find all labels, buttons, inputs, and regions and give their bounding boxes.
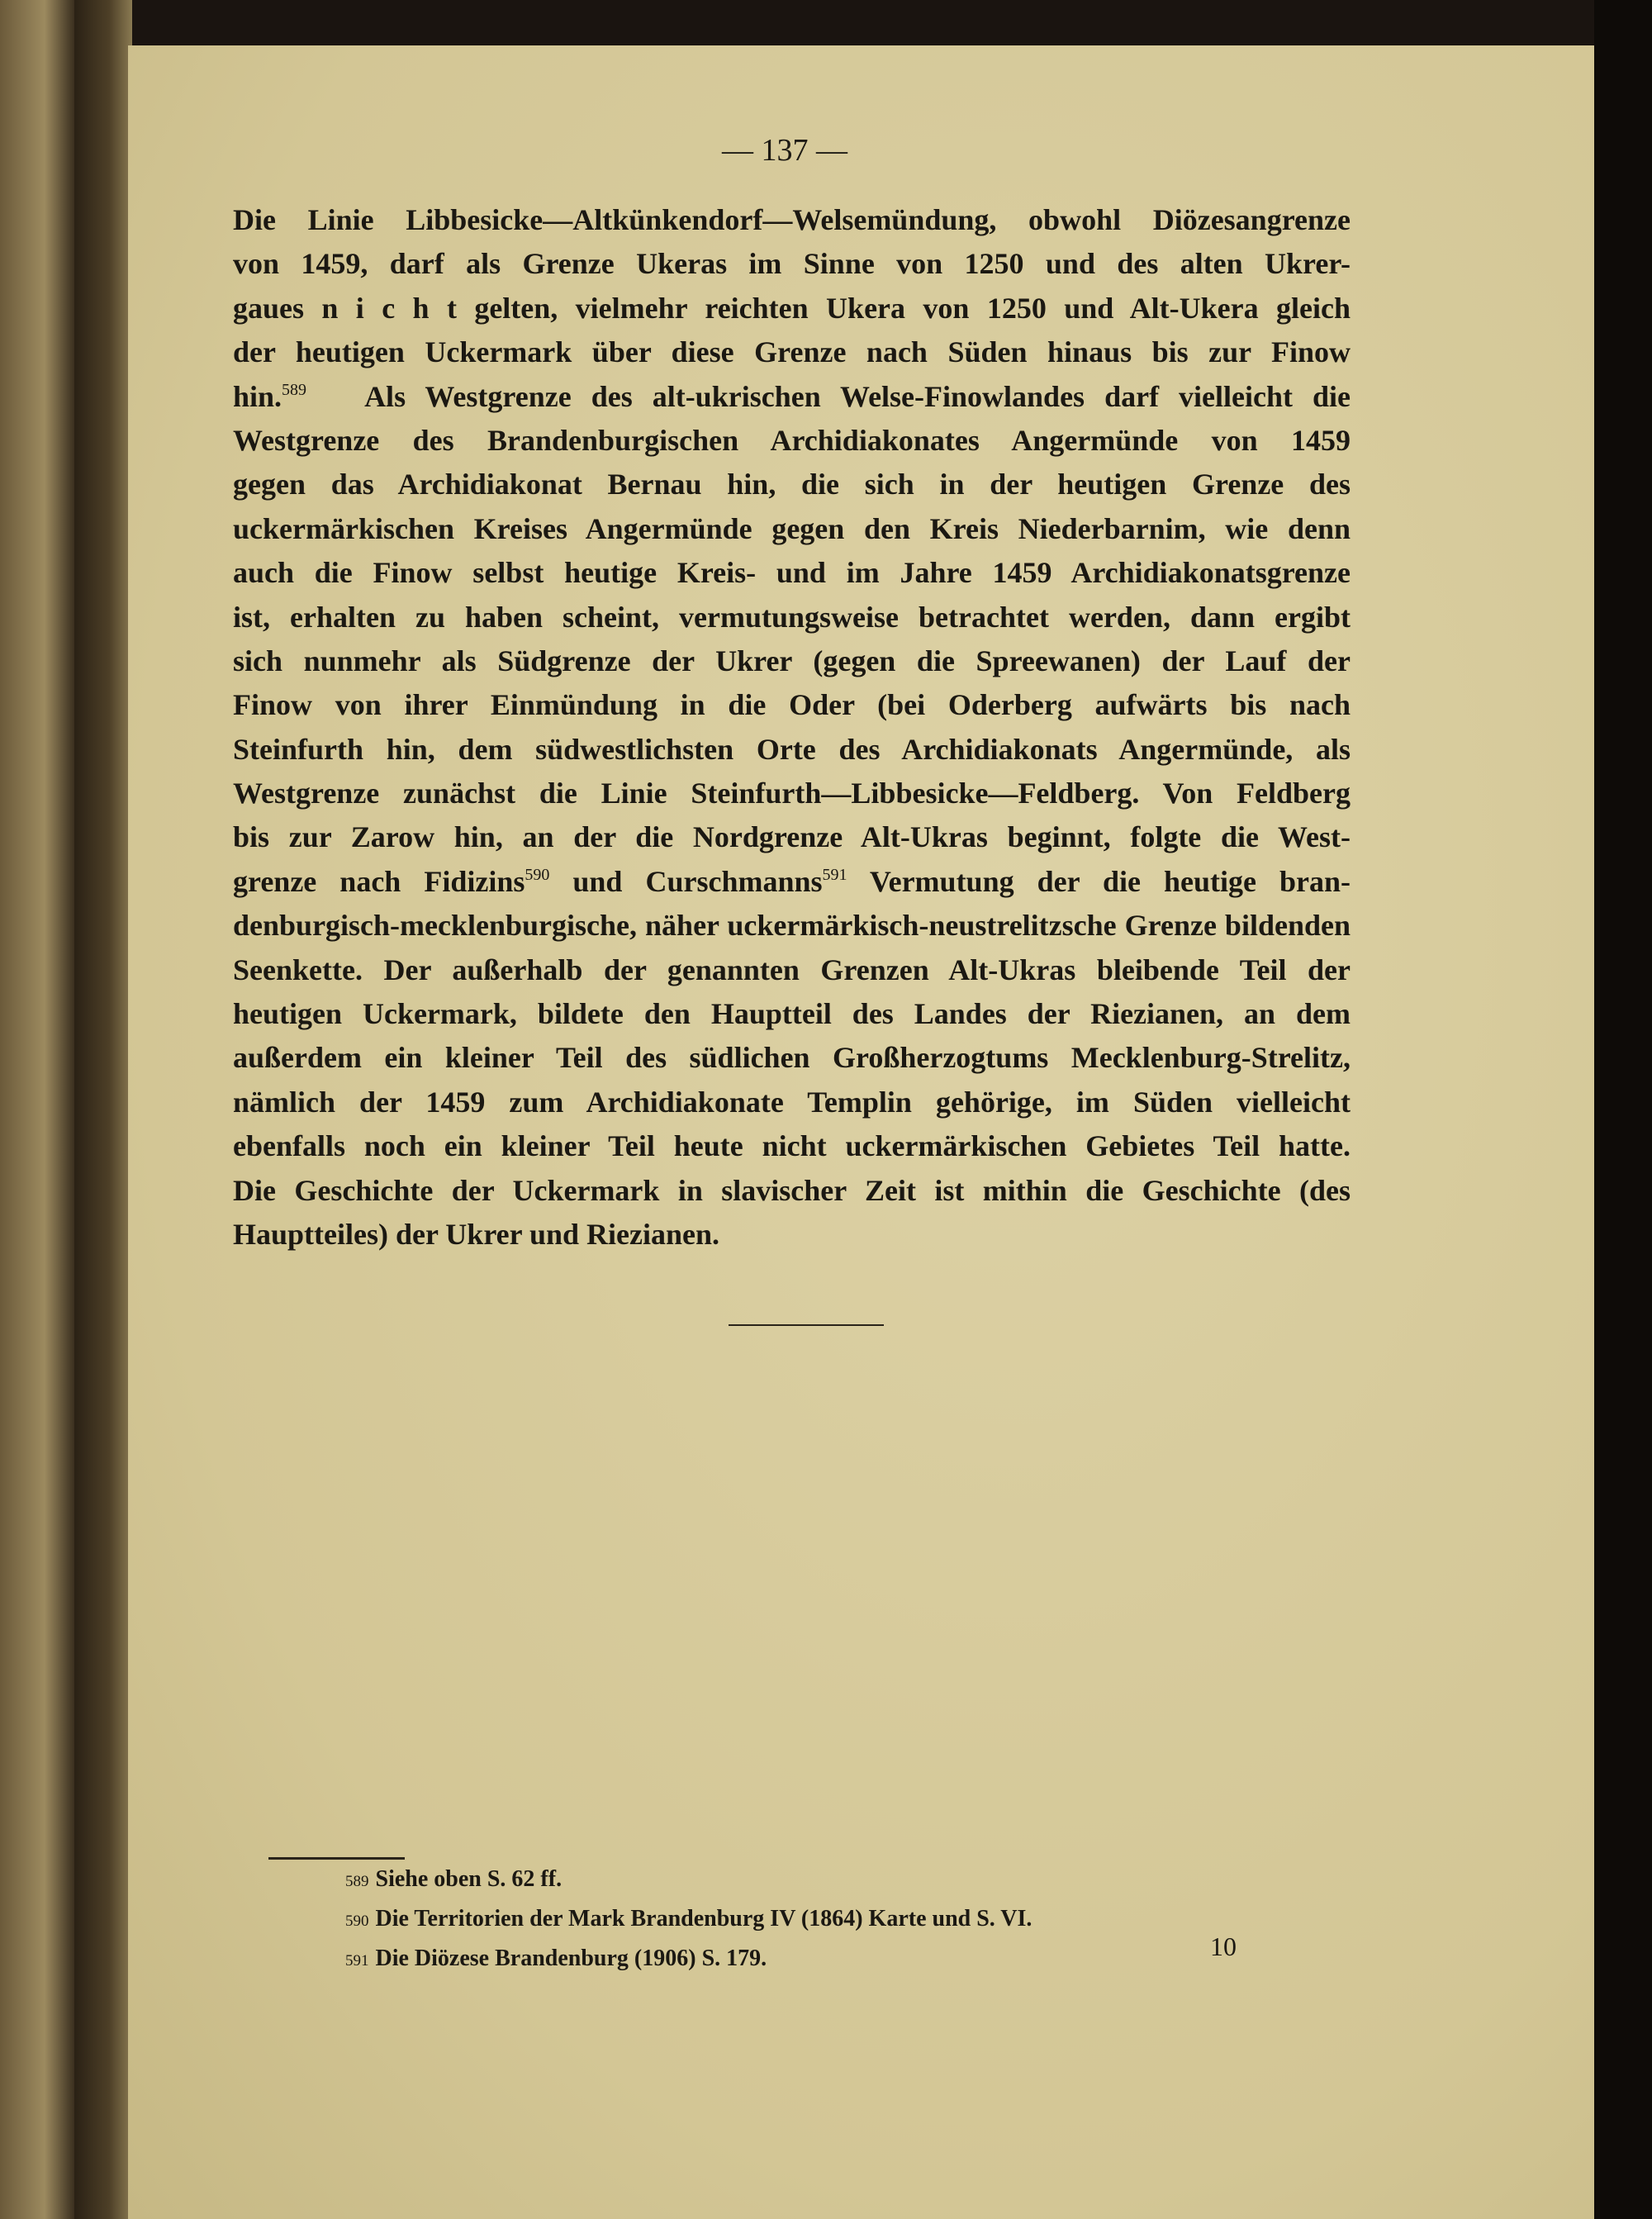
text-line: gegen das Archidiakonat Bernau hin, die sich in der heutigen Grenze des [233, 468, 1351, 501]
footnote-number: 590 [345, 1913, 369, 1930]
text-line: nämlich der 1459 zum Archidiakonate Templin gehörige, im Süden vielleicht [233, 1085, 1351, 1119]
left-page-edge [0, 0, 74, 2219]
text-line: Die Linie Libbesicke—Altkünkendorf—Welsemündung, obwohl Diözesangrenze [233, 203, 1351, 236]
text-line: Westgrenze des Brandenburgischen Archidiakonates Angermünde von 1459 [233, 423, 1351, 457]
footnote-text: Die Territorien der Mark Brandenburg IV (1864) Karte und S. VI. [375, 1906, 1032, 1932]
footnote [345, 1940, 1032, 1979]
footnote-ref[interactable]: 589 [282, 380, 307, 399]
text-line: bis zur Zarow hin, an der die Nordgrenze Alt-Ukras beginnt, folgte die West- [233, 820, 1351, 854]
text-line [233, 375, 1351, 419]
scan-background [1594, 0, 1652, 2219]
footnote [345, 1860, 1032, 1900]
text-line [233, 860, 1351, 904]
footnote-text: Siehe oben S. 62 ff. [375, 1866, 563, 1892]
text-line: Hauptteiles) der Ukrer und Riezianen. [233, 1217, 720, 1251]
text-line: sich nunmehr als Südgrenze der Ukrer (gegen die Spreewanen) der Lauf der [233, 644, 1351, 677]
footnote-rule [268, 1857, 405, 1860]
footnote-number: 589 [345, 1873, 369, 1890]
text-line: der heutigen Uckermark über diese Grenze nach Süden hinaus bis zur Finow [233, 335, 1351, 369]
footnote-number: 591 [345, 1952, 369, 1970]
footnotes [345, 1860, 1032, 1979]
text-fragment: Als Westgrenze des alt-ukrischen Welse-Finowlandes darf vielleicht die [364, 379, 1351, 413]
text-fragment: hin. [233, 379, 282, 413]
text-line: von 1459, darf als Grenze Ukeras im Sinne von 1250 und des alten Ukrer- [233, 247, 1351, 281]
text-line: Die Geschichte der Uckermark in slavischer Zeit ist mithin die Geschichte (des [233, 1173, 1351, 1207]
text-fragment: Vermutung der die heutige bran- [869, 864, 1351, 898]
text-line: ist, erhalten zu haben scheint, vermutungsweise betrachtet werden, dann ergibt [233, 600, 1351, 634]
text-fragment: grenze nach Fidizins [233, 864, 525, 898]
section-divider [729, 1324, 884, 1326]
text-line: Steinfurth hin, dem südwestlichsten Orte des Archidiakonats Angermünde, als [233, 732, 1351, 766]
text-line: gaues n i c h t gelten, vielmehr reichten Ukera von 1250 und Alt-Ukera gleich [233, 291, 1351, 325]
text-line: Seenkette. Der außerhalb der genannten Grenzen Alt-Ukras bleibende Teil der [233, 953, 1351, 986]
footnote-ref[interactable]: 591 [822, 865, 847, 884]
text-line: ebenfalls noch ein kleiner Teil heute nicht uckermärkischen Gebietes Teil hatte. [233, 1129, 1351, 1163]
text-line: denburgisch-mecklenburgische, näher uckermärkisch-neustrelitzsche Grenze bildenden [233, 909, 1351, 943]
page-number: — 137 — [722, 133, 847, 168]
footnote [345, 1900, 1032, 1940]
text-line: Finow von ihrer Einmündung in die Oder (bei Oderberg aufwärts bis nach [233, 688, 1351, 722]
body-text [233, 198, 1351, 1257]
book-gutter [74, 0, 132, 2219]
signature-mark: 10 [1210, 1932, 1237, 1961]
text-fragment: und Curschmanns [572, 864, 823, 898]
text-line: uckermärkischen Kreises Angermünde gegen den Kreis Niederbarnim, wie denn [233, 511, 1351, 545]
text-line: Westgrenze zunächst die Linie Steinfurth—Libbesicke—Feldberg. Von Feldberg [233, 777, 1351, 810]
text-line: außerdem ein kleiner Teil des südlichen Großherzogtums Mecklenburg-Strelitz, [233, 1041, 1351, 1075]
footnote-ref[interactable]: 590 [525, 865, 550, 884]
footnote-text: Die Diözese Brandenburg (1906) S. 179. [375, 1946, 767, 1971]
text-line: heutigen Uckermark, bildete den Hauptteil des Landes der Riezianen, an dem [233, 997, 1351, 1031]
text-line: auch die Finow selbst heutige Kreis- und im Jahre 1459 Archidiakonatsgrenze [233, 556, 1351, 590]
